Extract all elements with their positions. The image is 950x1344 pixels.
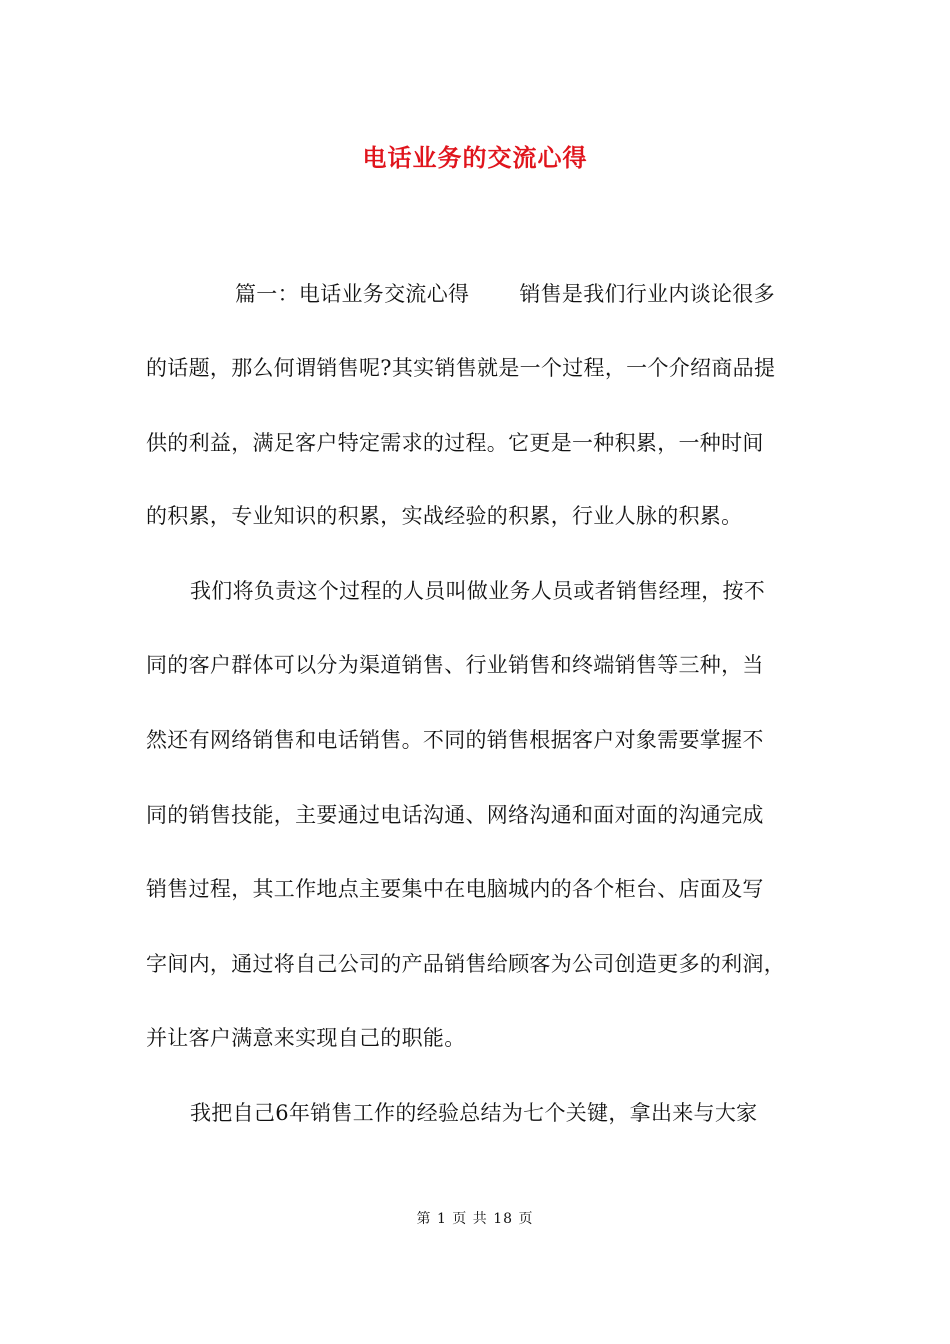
paragraph-text: 销售是我们行业内谈论很多 — [519, 282, 775, 306]
paragraph-line: 同的销售技能，主要通过电话沟通、网络沟通和面对面的沟通完成 — [146, 803, 764, 827]
page-number-footer: 第 1 页 共 18 页 — [416, 1211, 534, 1227]
paragraph-line: 销售过程，其工作地点主要集中在电脑城内的各个柜台、店面及写 — [146, 877, 764, 901]
paragraph-line: 并让客户满意来实现自己的职能。 — [146, 1026, 466, 1050]
paragraph-line: 的话题，那么何谓销售呢?其实销售就是一个过程，一个介绍商品提 — [146, 356, 776, 380]
paragraph-line: 字间内，通过将自己公司的产品销售给顾客为公司创造更多的利润， — [146, 952, 785, 976]
paragraph-line — [146, 279, 900, 309]
paragraph-line: 供的利益，满足客户特定需求的过程。它更是一种积累，一种时间 — [146, 431, 764, 455]
paragraph-line: 同的客户群体可以分为渠道销售、行业销售和终端销售等三种，当 — [146, 653, 764, 677]
section-heading: 篇一：电话业务交流心得 — [235, 282, 470, 306]
paragraph-line: 的积累，专业知识的积累，实战经验的积累，行业人脉的积累。 — [146, 504, 743, 528]
paragraph-line: 我把自己6年销售工作的经验总结为七个关键，拿出来与大家 — [190, 1101, 758, 1125]
document-title: 电话业务的交流心得 — [362, 143, 588, 172]
paragraph-line: 然还有网络销售和电话销售。不同的销售根据客户对象需要掌握不 — [146, 728, 764, 752]
paragraph-line: 我们将负责这个过程的人员叫做业务人员或者销售经理，按不 — [190, 579, 766, 603]
